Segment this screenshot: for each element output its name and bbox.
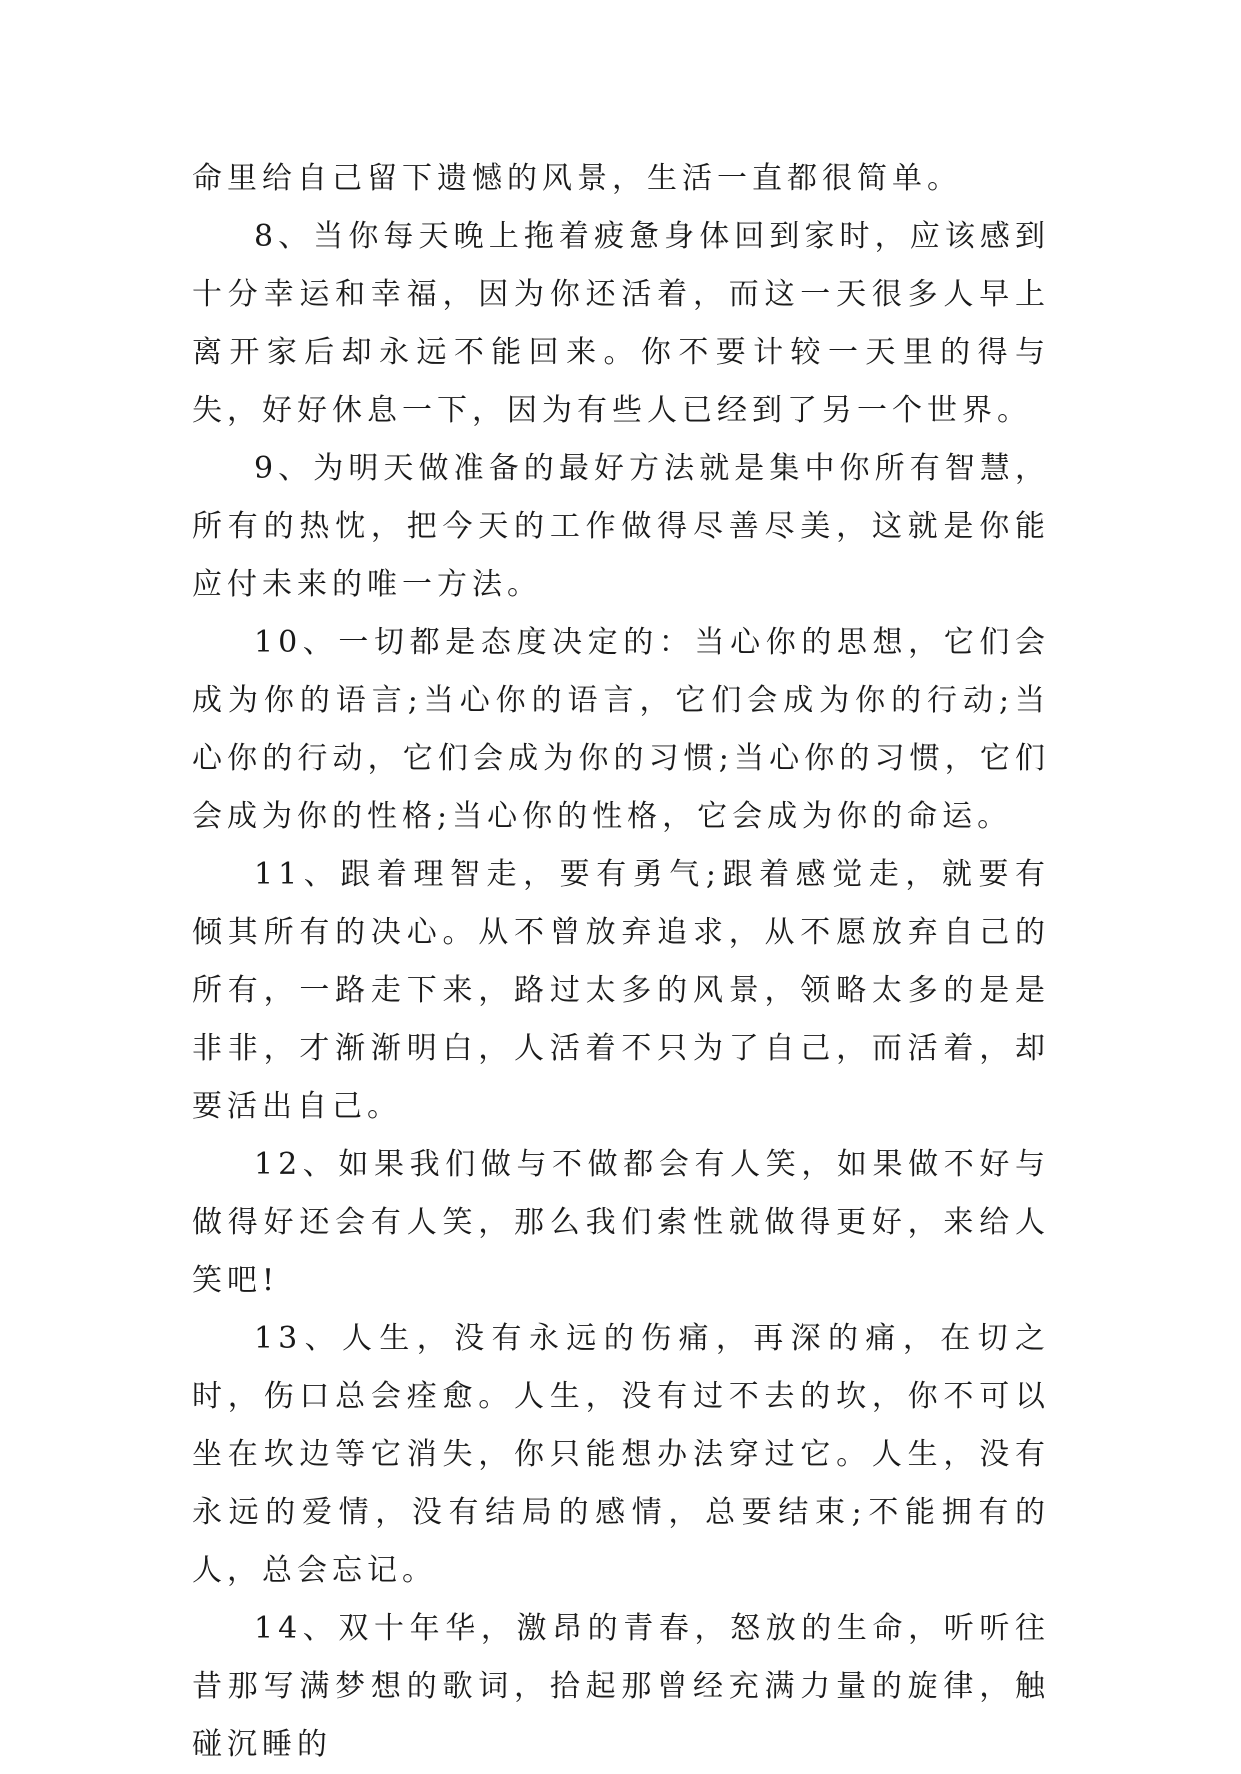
- paragraph-8: 8、当你每天晚上拖着疲惫身体回到家时，应该感到十分幸运和幸福，因为你还活着，而这一天很多人早上离开家后却永远不能回来。你不要计较一天里的得与失，好好休息一下，因为有些人已经到了另一个世界。: [192, 219, 1050, 428]
- paragraph-10: 10、一切都是态度决定的：当心你的思想，它们会成为你的语言;当心你的语言，它们会成为你的行动;当心你的行动，它们会成为你的习惯;当心你的习惯，它们会成为你的性格;当心你的性格，它会成为你的命运。: [192, 625, 1050, 834]
- paragraph-11: 11、跟着理智走，要有勇气;跟着感觉走，就要有倾其所有的决心。从不曾放弃追求，从不愿放弃自己的所有，一路走下来，路过太多的风景，领略太多的是是非非，才渐渐明白，人活着不只为了自己，而活着，却要活出自己。: [192, 857, 1050, 1124]
- paragraph-continuation: 命里给自己留下遗憾的风景，生活一直都很简单。: [192, 161, 962, 196]
- document-page: [192, 150, 1050, 1774]
- paragraph-13: 13、人生，没有永远的伤痛，再深的痛，在切之时，伤口总会痊愈。人生，没有过不去的坎，你不可以坐在坎边等它消失，你只能想办法穿过它。人生，没有永远的爱情，没有结局的感情，总要结束;不能拥有的人，总会忘记。: [192, 1321, 1050, 1588]
- paragraph-12: 12、如果我们做与不做都会有人笑，如果做不好与做得好还会有人笑，那么我们索性就做得更好，来给人笑吧!: [192, 1147, 1050, 1298]
- paragraph-9: 9、为明天做准备的最好方法就是集中你所有智慧，所有的热忱，把今天的工作做得尽善尽美，这就是你能应付未来的唯一方法。: [192, 451, 1050, 602]
- paragraph-14: 14、双十年华，激昂的青春，怒放的生命，听听往昔那写满梦想的歌词，拾起那曾经充满力量的旋律，触碰沉睡的: [192, 1611, 1050, 1762]
